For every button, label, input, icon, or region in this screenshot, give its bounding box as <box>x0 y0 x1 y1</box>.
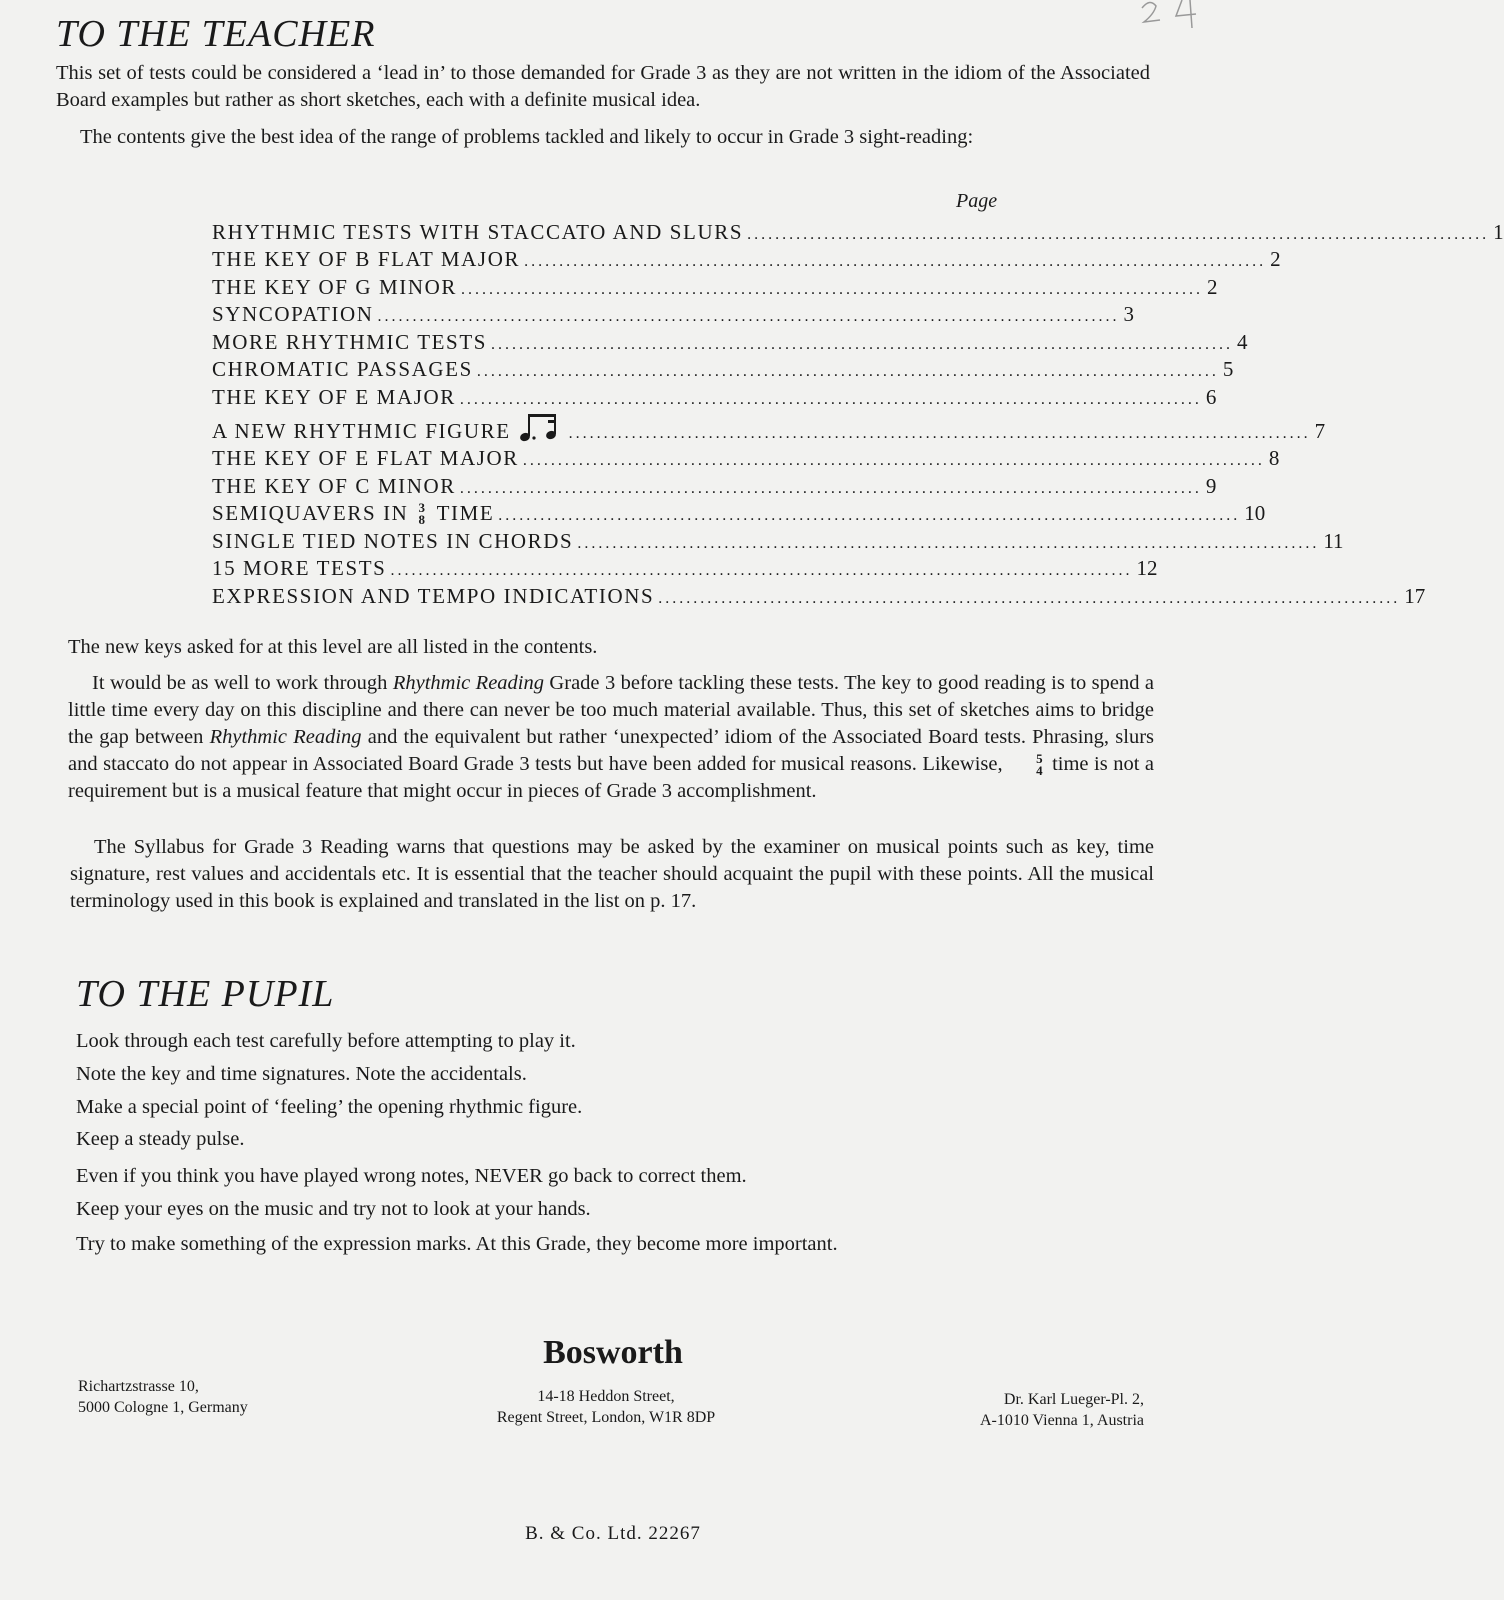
time-signature <box>418 502 426 526</box>
leader-dots: .......................................................................................................... <box>747 225 1490 243</box>
contents-entry <box>212 327 1248 355</box>
contents-entry-title: THE KEY OF G MINOR <box>212 274 458 299</box>
contents-entry-title-text: A NEW RHYTHMIC FIGURE <box>212 418 511 443</box>
pupil-instruction: Keep a steady pulse. <box>76 1128 245 1150</box>
contents-entry-title: THE KEY OF C MINOR <box>212 473 456 498</box>
address-line: 14-18 Heddon Street, <box>537 1388 675 1405</box>
contents-entry-page: 1 <box>1493 219 1504 244</box>
contents-entry <box>212 217 1504 245</box>
leader-dots: .......................................................................................................... <box>390 562 1133 579</box>
contents-entry <box>212 272 1218 300</box>
leader-dots: .......................................................................................................... <box>461 280 1204 298</box>
address-line: Regent Street, London, W1R 8DP <box>496 1409 716 1426</box>
teacher-paragraph-4 <box>68 670 1154 805</box>
contents-entry-title-text: SEMIQUAVERS IN <box>212 501 409 525</box>
time-signature-bottom: 8 <box>418 512 427 527</box>
contents-entry-title: SINGLE TIED NOTES IN CHORDS <box>212 528 574 553</box>
contents-entry-page: 17 <box>1404 583 1426 608</box>
contents-entry <box>212 355 1234 383</box>
contents-entry-page: 3 <box>1123 302 1135 326</box>
contents-entry <box>212 471 1217 499</box>
contents-entry <box>212 382 1217 410</box>
contents-entry-page: 8 <box>1268 446 1280 470</box>
contents-entry-title: THE KEY OF E MAJOR <box>212 384 456 409</box>
paragraph-text: and the equivalent but rather ‘unexpected’ idiom of the Associated Board tests. Phrasing, slurs and staccato do not appear in Associated Board Grade 3 tests but have been added for musical reasons. Likewise, <box>68 726 1154 775</box>
leader-dots: .......................................................................................................... <box>459 479 1202 497</box>
leader-dots: .......................................................................................................... <box>377 308 1120 325</box>
contents-entry-page: 2 <box>1270 247 1281 271</box>
contents-entry-title <box>212 410 565 444</box>
paragraph-text: Grade 3 before tackling these tests. The key to good reading is to spend a little time every day on this discipline and there can never be too much material available. Thus, this set of sketches aims to bridge the gap between <box>68 672 1154 748</box>
address-line: 5000 Cologne 1, Germany <box>78 1399 248 1416</box>
time-signature-bottom: 4 <box>1036 763 1043 779</box>
pupil-heading: TO THE PUPIL <box>76 973 335 1015</box>
contents-entry-page: 5 <box>1222 357 1234 381</box>
contents-entry-title: THE KEY OF B FLAT MAJOR <box>212 247 521 271</box>
dotted-quaver-semiquaver-icon <box>519 410 565 444</box>
contents-entry <box>212 444 1280 472</box>
time-signature <box>1012 753 1043 777</box>
contents-entry <box>212 410 1326 444</box>
contents-entry-title: SYNCOPATION <box>212 302 374 326</box>
contents-entry-title: EXPRESSION AND TEMPO INDICATIONS <box>212 583 655 608</box>
handwritten-pencil-mark <box>1132 0 1212 34</box>
leader-dots: .......................................................................................................... <box>568 424 1311 442</box>
contents-entry-page: 6 <box>1205 384 1217 409</box>
pupil-instruction: Note the key and time signatures. Note the accidentals. <box>76 1063 527 1085</box>
leader-dots: .......................................................................................................... <box>498 507 1241 524</box>
pupil-instruction: Even if you think you have played wrong notes, NEVER go back to correct them. <box>76 1165 747 1187</box>
leader-dots: .......................................................................................................... <box>491 335 1234 353</box>
contents-entry-title: 15 MORE TESTS <box>212 556 387 580</box>
contents-list <box>212 217 1504 609</box>
book-title-rhythmic-reading: Rhythmic Reading <box>392 672 544 694</box>
paragraph-text: It would be as well to work through <box>92 672 393 694</box>
contents-entry-page: 12 <box>1136 556 1158 580</box>
contents-entry-page: 4 <box>1237 329 1248 354</box>
contents-page-column-label: Page <box>956 190 998 212</box>
teacher-paragraph-3: The new keys asked for at this level are all listed in the contents. <box>68 636 598 658</box>
contents-entry-page: 10 <box>1244 501 1266 525</box>
contents-entry <box>212 554 1158 582</box>
contents-entry-title: MORE RHYTHMIC TESTS <box>212 329 488 354</box>
time-signature-top: 3 <box>418 500 427 515</box>
contents-entry-title-text: TIME <box>436 501 495 525</box>
address-line: Richartzstrasse 10, <box>78 1378 199 1395</box>
pupil-instruction: Make a special point of ‘feeling’ the opening rhythmic figure. <box>76 1096 583 1118</box>
contents-entry-page: 2 <box>1207 274 1218 299</box>
time-signature-top: 5 <box>1036 751 1043 767</box>
publisher-name: Bosworth <box>543 1334 683 1371</box>
leader-dots: .......................................................................................................... <box>476 363 1219 380</box>
teacher-intro-paragraph-2: The contents give the best idea of the range of problems tackled and likely to occur in Grade 3 sight-reading: <box>80 126 974 148</box>
contents-entry <box>212 300 1135 328</box>
book-title-rhythmic-reading: Rhythmic Reading <box>209 726 362 748</box>
contents-entry-title: THE KEY OF E FLAT MAJOR <box>212 446 519 470</box>
pupil-instruction: Keep your eyes on the music and try not to look at your hands. <box>76 1198 591 1220</box>
contents-entry-title: CHROMATIC PASSAGES <box>212 357 473 381</box>
contents-entry-title: RHYTHMIC TESTS WITH STACCATO AND SLURS <box>212 219 744 244</box>
leader-dots: .......................................................................................................... <box>577 534 1320 552</box>
leader-dots: .......................................................................................................... <box>522 452 1265 469</box>
contents-entry <box>212 499 1266 527</box>
leader-dots: .......................................................................................................... <box>524 253 1267 270</box>
contents-entry-page: 11 <box>1323 528 1344 553</box>
pupil-instruction: Try to make something of the expression marks. At this Grade, they become more important. <box>76 1233 838 1255</box>
paragraph-text: time is not a requirement but is a musical feature that might occur in pieces of Grade 3 accomplishment. <box>68 753 1154 802</box>
pupil-instruction: Look through each test carefully before attempting to play it. <box>76 1030 576 1052</box>
address-vienna <box>980 1389 1144 1431</box>
contents-entry-page: 9 <box>1205 473 1217 498</box>
leader-dots: .......................................................................................................... <box>658 589 1401 607</box>
leader-dots: .......................................................................................................... <box>459 390 1202 408</box>
teacher-heading: TO THE TEACHER <box>56 13 376 55</box>
contents-entry <box>212 526 1344 554</box>
contents-entry-title <box>212 501 494 526</box>
contents-entry <box>212 245 1281 273</box>
contents-entry-page: 7 <box>1314 418 1326 443</box>
contents-entry <box>212 581 1426 609</box>
teacher-paragraph-5: The Syllabus for Grade 3 Reading warns that questions may be asked by the examiner on musical points such as key, time signature, rest values and accidentals etc. It is essential that the teacher should acquaint the pupil with these points. All the musical terminology used in this book is explained and translated in the list on p. 17. <box>70 836 1154 912</box>
catalog-number: B. & Co. Ltd. 22267 <box>525 1523 701 1544</box>
address-line: Dr. Karl Lueger-Pl. 2, <box>1003 1391 1144 1408</box>
teacher-intro-paragraph-1: This set of tests could be considered a ‘lead in’ to those demanded for Grade 3 as they are not written in the idiom of the Associated Board examples but rather as short sketches, each with a definite musical idea. <box>56 62 1150 111</box>
address-line: A-1010 Vienna 1, Austria <box>979 1412 1144 1429</box>
